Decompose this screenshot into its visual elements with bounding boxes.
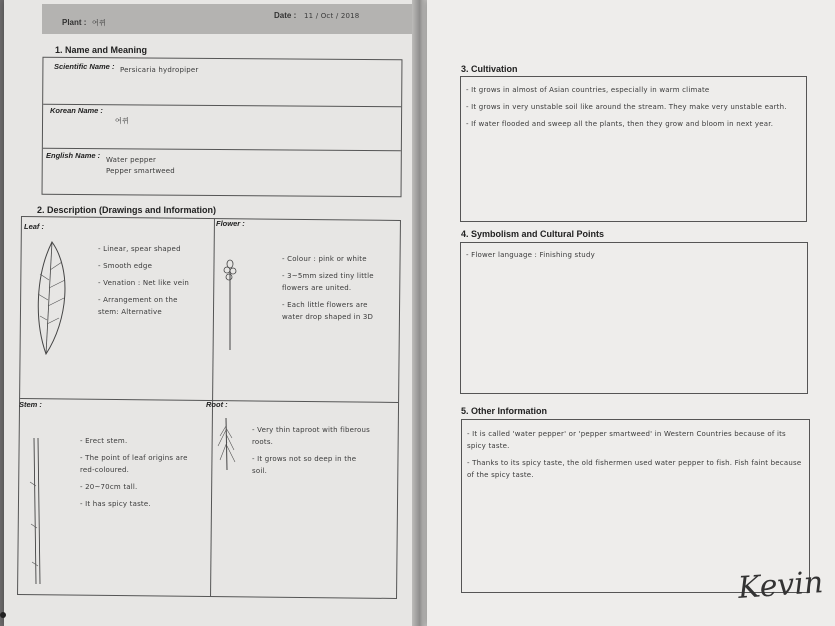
flower-label: Flower : bbox=[216, 219, 245, 228]
leaf-notes bbox=[98, 243, 198, 323]
leaf-note: - Linear, spear shaped bbox=[98, 245, 181, 253]
plant-value: 여뀌 bbox=[92, 19, 106, 27]
section-symbolism-title: 4. Symbolism and Cultural Points bbox=[461, 229, 605, 239]
stem-label: Stem : bbox=[19, 400, 42, 409]
flower-note: - Each little flowers are water drop shaped in 3D bbox=[282, 301, 374, 321]
root-note: - Very thin taproot with fiberous roots. bbox=[252, 426, 370, 446]
leaf-note: - Venation : Net like vein bbox=[98, 279, 190, 287]
stem-drawing bbox=[26, 436, 46, 586]
stem-notes bbox=[80, 435, 190, 515]
stem-note: - 20~70cm tall. bbox=[80, 483, 138, 491]
flower-note: - Colour : pink or white bbox=[282, 255, 367, 263]
cultivation-note: - If water flooded and sweep all the plants, then they grow and bloom in next year. bbox=[466, 120, 774, 128]
cultivation-notes bbox=[466, 84, 796, 135]
english-name-value-1: Water pepper bbox=[106, 156, 157, 164]
other-information-note: - Thanks to its spicy taste, the old fishermen used water pepper to fish. Fish faint because of the spicy taste. bbox=[467, 459, 802, 479]
scientific-name-value: Persicaria hydropiper bbox=[120, 66, 199, 74]
stem-note: - The point of leaf origins are red-coloured. bbox=[80, 454, 188, 474]
section-name-and-meaning-title: 1. Name and Meaning bbox=[55, 45, 148, 55]
symbolism-notes bbox=[466, 249, 796, 266]
section-cultivation-title: 3. Cultivation bbox=[461, 64, 518, 74]
leaf-note: - Arrangement on the stem: Alternative bbox=[98, 296, 178, 316]
other-information-notes bbox=[467, 428, 802, 486]
other-information-note: - It is called 'water pepper' or 'pepper smartweed' in Western Countries because of its spicy taste. bbox=[467, 430, 786, 450]
symbolism-note: - Flower language : Finishing study bbox=[466, 251, 595, 259]
scientific-name-label: Scientific Name : bbox=[54, 62, 115, 71]
english-name-value-2: Pepper smartweed bbox=[106, 167, 175, 175]
english-name-label: English Name : bbox=[46, 151, 101, 160]
flower-note: - 3~5mm sized tiny little flowers are united. bbox=[282, 272, 374, 292]
leaf-label: Leaf : bbox=[24, 222, 45, 231]
section-other-information-title: 5. Other Information bbox=[461, 406, 548, 416]
cultivation-note: - It grows in very unstable soil like around the stream. They make very unstable earth. bbox=[466, 103, 787, 111]
leaf-note: - Smooth edge bbox=[98, 262, 153, 270]
date-value: 11 / Oct / 2018 bbox=[304, 12, 360, 20]
korean-name-value: 여뀌 bbox=[115, 117, 129, 125]
flower-notes bbox=[282, 253, 390, 328]
korean-name-label: Korean Name : bbox=[50, 106, 103, 115]
date-label: Date : bbox=[274, 11, 297, 20]
root-drawing bbox=[214, 416, 240, 472]
plant-label: Plant : bbox=[62, 18, 87, 27]
root-label: Root : bbox=[206, 400, 228, 409]
cultivation-note: - It grows in almost of Asian countries, especially in warm climate bbox=[466, 86, 710, 94]
section-description-title: 2. Description (Drawings and Information) bbox=[37, 205, 217, 215]
leaf-drawing bbox=[28, 240, 78, 358]
root-note: - It grows not so deep in the soil. bbox=[252, 455, 357, 475]
stem-note: - It has spicy taste. bbox=[80, 500, 151, 508]
page-dot bbox=[0, 612, 6, 618]
name-meaning-box bbox=[42, 57, 403, 198]
flower-drawing bbox=[220, 258, 244, 352]
signature: Kevin bbox=[736, 565, 825, 606]
root-notes bbox=[252, 424, 370, 482]
stem-note: - Erect stem. bbox=[80, 437, 128, 445]
